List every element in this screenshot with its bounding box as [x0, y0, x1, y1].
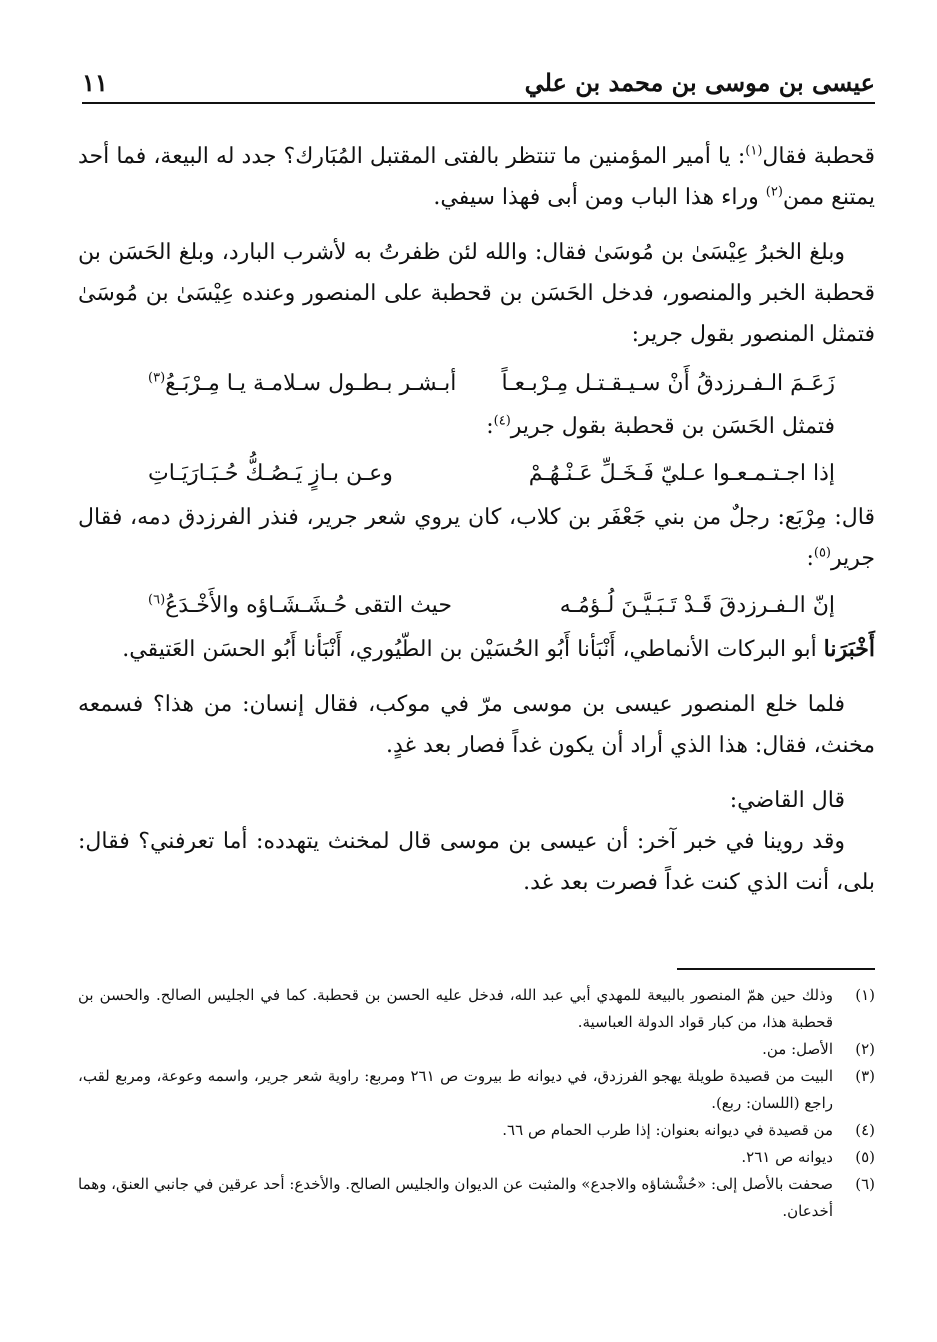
verse-1-right-hemistich: زَعَـمَ الـفـرزدقُ أَنْ سـيـقـتـل مِـرْبـعـاً	[501, 371, 835, 396]
verse-2	[78, 451, 875, 497]
footnote-text: الأصل: من.	[762, 1040, 833, 1058]
footnote-number: (٢)	[855, 1040, 875, 1058]
footnote-number: (١)	[855, 986, 875, 1004]
paragraph-6: فلما خلع المنصور عيسى بن موسى مرّ في موكب، فقال إنسان: من هذا؟ فسمعه مخنث، فقال: هذا الذي أراد أن يكون غداً فصار بعد غدٍ.	[78, 692, 875, 758]
footnote-4	[78, 1117, 875, 1144]
footnote-text: وذلك حين همّ المنصور بالبيعة للمهدي أبي عبد الله، فدخل عليه الحسن بن قحطبة. كما في الجليس الصالح. والحسن بن قحطبة هذا، من كبار قواد الدولة العباسية.	[78, 986, 833, 1031]
paragraph-1: قحطبة فقال$^{(١)}$: يا أمير المؤمنين ما تنتظر بالفتى المقتبل المُبَارك؟ جدد له البيعة، فما أحد يمتنع ممن$^{(٢)}$ وراء هذا الباب ومن أبى فهذا سيفي.	[78, 143, 875, 210]
verse-1	[78, 361, 875, 407]
verse-3-right-hemistich: إنّ الـفـرزدقَ قَـدْ تَـبَـيَّـنَ لُـؤمُـه	[559, 593, 835, 618]
paragraph-3: فتمثل الحَسَن بن قحطبة بقول جرير$^{(٤)}$:	[486, 413, 835, 439]
isnad-keyword: أَخْبَرَنا	[823, 636, 875, 662]
paragraph-8: وقد روينا في خبر آخر: أن عيسى بن موسى قال لمخنث يتهدده: أما تعرفني؟ فقال: بلى، أنت الذي كنت غداً فصرت بعد غد.	[78, 829, 875, 895]
page-number: ١١	[82, 68, 108, 97]
footnote-text: صحفت بالأصل إلى: «حُشْشاؤه والاجدع» والمثبت عن الديوان والجليس الصالح. والأخدع: أحد عرقين في جانبي العنق، وهما أخدعان.	[78, 1175, 833, 1220]
footnote-1	[78, 982, 875, 1036]
footnote-text: ديوانه ص ٢٦١.	[741, 1148, 833, 1166]
verse-3	[78, 583, 875, 629]
main-text	[78, 136, 875, 903]
footnotes	[78, 982, 875, 1225]
paragraph-5: أَخْبَرَنا أبو البركات الأنماطي، أَنْبَأنا أَبُو الحُسَيْن بن الطّيُوري، أَنْبَأنا أَبُو الحسَن العَتيقي.	[122, 636, 875, 662]
footnote-ref-3[interactable]: (٣)	[148, 370, 166, 386]
footnote-6	[78, 1171, 875, 1225]
header-title: عيسى بن موسى بن محمد بن علي	[524, 68, 875, 97]
verse-2-left-hemistich: وعـن بـازٍ يَـصُـكُّ حُـبَـارَيَـاتِ	[148, 461, 393, 486]
footnote-ref-4[interactable]: (٤)	[493, 413, 511, 429]
footnote-ref-6[interactable]: (٦)	[148, 592, 166, 608]
paragraph-2: وبلغ الخبرُ عِيْسَىٰ بن مُوسَىٰ فقال: والله لئن ظفرتُ به لأشرب البارد، وبلغ الحَسَن بن قحطبة الخبر والمنصور، فدخل الحَسَن بن قحطبة على المنصور وعنده عِيْسَىٰ بن مُوسَىٰ فتمثل المنصور بقول جرير:	[78, 240, 875, 347]
footnote-3	[78, 1063, 875, 1117]
footnote-ref-5[interactable]: (٥)	[813, 545, 831, 561]
verse-2-right-hemistich: إذا اجـتـمـعـوا عـليّ فَـخَـلِّ عَـنْـهُـمْ	[528, 461, 835, 486]
footnote-number: (٦)	[855, 1175, 875, 1193]
footnote-ref-2[interactable]: (٢)	[765, 184, 783, 200]
footnote-separator	[677, 968, 875, 970]
paragraph-7: قال القاضي:	[729, 788, 845, 813]
verse-1-left-hemistich: أبـشـر بـطـول سـلامـة يـا مِـرْبَـعُ$^{(٣)}$	[148, 370, 457, 396]
footnote-text: البيت من قصيدة طويلة يهجو الفرزدق، في ديوانه ط بيروت ص ٢٦١ ومربع: راوية شعر جرير، واسمه وعوعة، ومربع لقب، راجع (اللسان: ربع).	[78, 1067, 834, 1112]
footnote-2	[78, 1036, 875, 1063]
footnote-number: (٤)	[855, 1121, 875, 1139]
verse-3-left-hemistich: حيث التقى حُـشَـشَـاؤه والأَخْـدَعُ$^{(٦)}$	[148, 592, 452, 618]
footnote-number: (٥)	[855, 1148, 875, 1166]
footnote-number: (٣)	[855, 1067, 875, 1085]
footnote-5	[78, 1144, 875, 1171]
running-header	[82, 62, 875, 104]
footnote-ref-1[interactable]: (١)	[745, 143, 763, 159]
paragraph-4: قال: مِرْبَع: رجلٌ من بني جَعْفَر بن كلاب، كان يروي شعر جرير، فنذر الفرزدق دمه، فقال جرير$^{(٥)}$:	[78, 505, 875, 571]
footnote-text: من قصيدة في ديوانه بعنوان: إذا طرب الحمام ص ٦٦.	[502, 1121, 833, 1139]
